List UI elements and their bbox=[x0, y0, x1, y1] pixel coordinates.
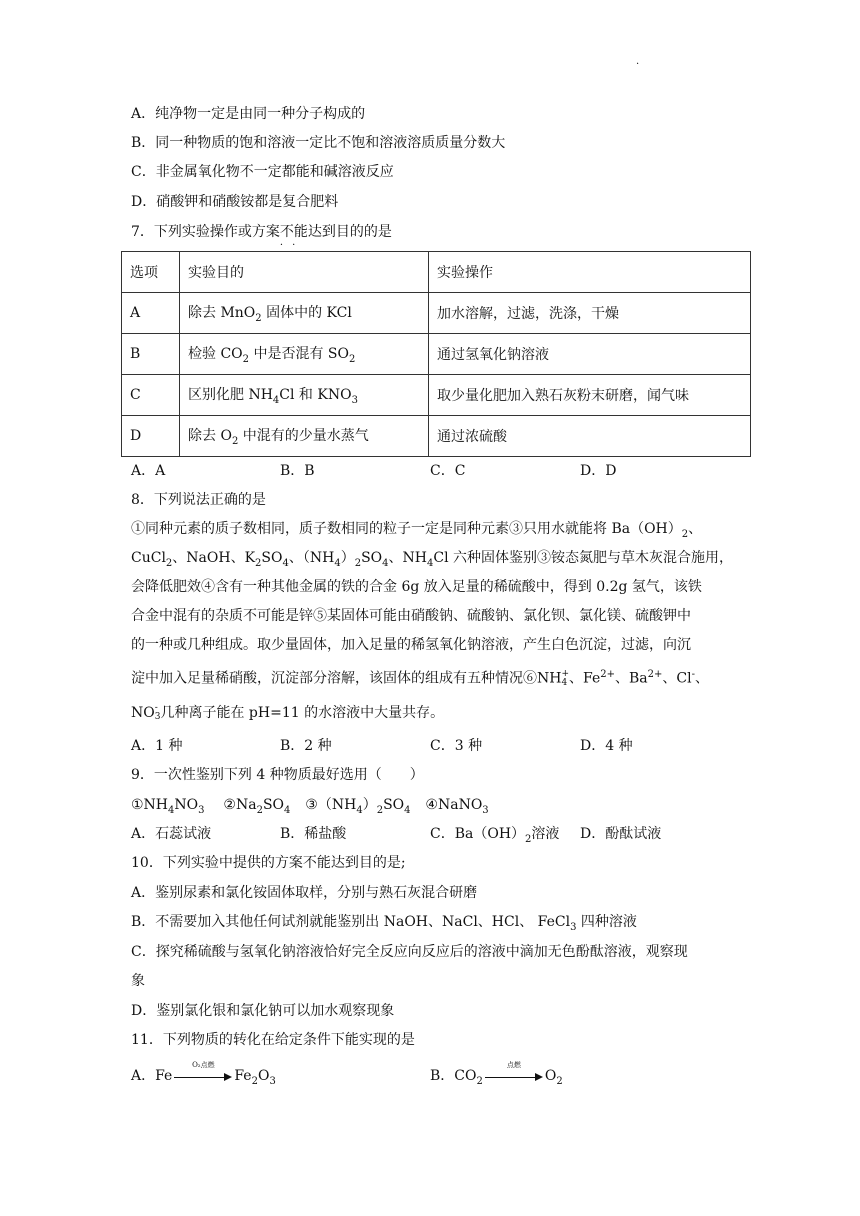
row-option: C bbox=[122, 375, 180, 416]
q8-line-4: 合金中混有的杂质不可能是锌⑤某固体可能由硝酸钠、硫酸钠、氯化钡、氯化镁、硫酸钾中 bbox=[131, 608, 691, 624]
q10-stem: 10．下列实验中提供的方案不能达到目的是; bbox=[131, 855, 406, 871]
q7-choice-a: A．A bbox=[131, 463, 166, 479]
emphasis-text: 不能 ·· bbox=[280, 224, 308, 240]
table-row bbox=[122, 416, 751, 457]
table-row bbox=[122, 375, 751, 416]
q8-line-3: 会降低肥效④含有一种其他金属的铁的合金 6g 放入足量的稀硫酸中，得到 0.2g 氢气，该铁 bbox=[131, 579, 702, 595]
row-option: A bbox=[122, 293, 180, 334]
q6-option-d: D．硝酸钾和硝酸铵都是复合肥料 bbox=[131, 194, 339, 210]
reaction-arrow: 点燃 bbox=[485, 1069, 543, 1083]
q11-option-b: B．$CO_2$ 点燃 $O_2$ bbox=[430, 1061, 563, 1087]
row-operation: 通过氢氧化钠溶液 bbox=[429, 334, 751, 375]
q10-option-c-line-2: 象 bbox=[131, 973, 145, 989]
ion-script: + 4 bbox=[561, 668, 570, 688]
q8-choice-a: A．1 种 bbox=[131, 738, 183, 754]
q9-choice-b: B．稀盐酸 bbox=[280, 826, 347, 842]
q6-option-c: C．非金属氧化物不一定都能和碱溶液反应 bbox=[131, 164, 394, 180]
table-row bbox=[122, 334, 751, 375]
q7-choice-b: B．B bbox=[280, 463, 315, 479]
row-purpose: 区别化肥 $NH_4Cl$ 和 $KNO_3$ bbox=[180, 375, 429, 416]
reaction-arrow: O₂点燃 bbox=[174, 1069, 232, 1083]
q9-item-4: ④NaNO$_3$ bbox=[425, 797, 489, 816]
q11-option-a: A．Fe O₂点燃 $Fe_2O_3$ bbox=[131, 1061, 276, 1087]
q8-choice-d: D．4 种 bbox=[580, 738, 633, 754]
q8-stem: 8．下列说法正确的是 bbox=[131, 492, 266, 508]
q7-choice-c: C．C bbox=[430, 463, 466, 479]
q10-option-b: B．不需要加入其他任何试剂就能鉴别出 NaOH、NaCl、HCl、 FeCl$_3$ 四种溶液 bbox=[131, 914, 637, 933]
row-purpose: 检验 $CO_2$ 中是否混有 $SO_2$ bbox=[180, 334, 429, 375]
q9-choice-a: A．石蕊试液 bbox=[131, 826, 212, 842]
q10-option-d: D．鉴别氯化银和氯化钠可以加水观察现象 bbox=[131, 1003, 395, 1019]
q9-items bbox=[131, 795, 489, 821]
q10-option-c-line-1: C．探究稀硫酸与氢氧化钠溶液恰好完全反应向反应后的溶液中滴加无色酚酞溶液，观察现 bbox=[131, 944, 688, 960]
row-option: D bbox=[122, 416, 180, 457]
header-dot: . bbox=[636, 56, 640, 67]
q9-stem: 9．一次性鉴别下列 4 种物质最好选用（ ） bbox=[131, 767, 424, 783]
q11-stem: 11．下列物质的转化在给定条件下能实现的是 bbox=[131, 1032, 415, 1048]
q9-item-2: $②Na_2SO_4$ bbox=[223, 797, 291, 816]
ion-script: - 3 bbox=[154, 703, 161, 722]
q9-item-1: $①NH_4NO_3$ bbox=[131, 797, 205, 816]
q8-line-6: 淀中加入足量稀硝酸，沉淀部分溶解，该固体的组成有五种情况⑥NH + 4 、$Fe^{2+}$、$Ba^{2+}$、Cl-、 bbox=[131, 668, 709, 688]
q8-line-7: NO - 3 几种离子能在 pH=11 的水溶液中大量共存。 bbox=[131, 703, 445, 722]
emphasis-dots: ·· bbox=[279, 240, 305, 251]
row-purpose: 除去 MnO$_2$ 固体中的 KCl bbox=[180, 293, 429, 334]
header-purpose: 实验目的 bbox=[180, 252, 429, 293]
q8-line-5: 的一种或几种组成。取少量固体，加入足量的稀氢氧化钠溶液，产生白色沉淀，过滤，向沉 bbox=[131, 637, 691, 653]
q8-choice-c: C．3 种 bbox=[430, 738, 483, 754]
q9-choice-c: C．$Ba(OH)_2$溶液 bbox=[430, 826, 560, 845]
row-option: B bbox=[122, 334, 180, 375]
q10-option-a: A．鉴别尿素和氯化铵固体取样，分别与熟石灰混合研磨 bbox=[131, 885, 478, 901]
row-operation: 取少量化肥加入熟石灰粉末研磨，闻气味 bbox=[429, 375, 751, 416]
q8-line-2: CuCl$_2$、NaOH、$K_2SO_4$、$(NH_4)_2SO_4$、$NH_4Cl$ 六种固体鉴别③铵态氮肥与草木灰混合施用， bbox=[131, 550, 734, 569]
q6-option-b: B．同一种物质的饱和溶液一定比不饱和溶液溶质质量分数大 bbox=[131, 135, 506, 151]
header-operation: 实验操作 bbox=[429, 252, 751, 293]
row-operation: 加水溶解，过滤，洗涤，干燥 bbox=[429, 293, 751, 334]
q8-choice-b: B．2 种 bbox=[280, 738, 332, 754]
row-purpose: 除去 $O_2$ 中混有的少量水蒸气 bbox=[180, 416, 429, 457]
q7-stem: 7．下列实验操作或方案不能 ·· 达到目的的是 bbox=[131, 222, 392, 242]
q8-line-1: ①同种元素的质子数相同，质子数相同的粒子一定是同种元素③只用水就能将 $Ba(OH)_2$、 bbox=[131, 521, 703, 540]
q7-option-table bbox=[121, 251, 751, 457]
q9-choice-d: D．酚酞试液 bbox=[580, 826, 662, 842]
row-operation: 通过浓硫酸 bbox=[429, 416, 751, 457]
header-option: 选项 bbox=[122, 252, 180, 293]
table-row bbox=[122, 293, 751, 334]
q6-option-a: A．纯净物一定是由同一种分子构成的 bbox=[131, 106, 366, 122]
table-header-row bbox=[122, 252, 751, 293]
q9-item-3: $③(NH_4)_2SO_4$ bbox=[305, 797, 411, 816]
q7-choice-d: D．D bbox=[580, 463, 617, 479]
